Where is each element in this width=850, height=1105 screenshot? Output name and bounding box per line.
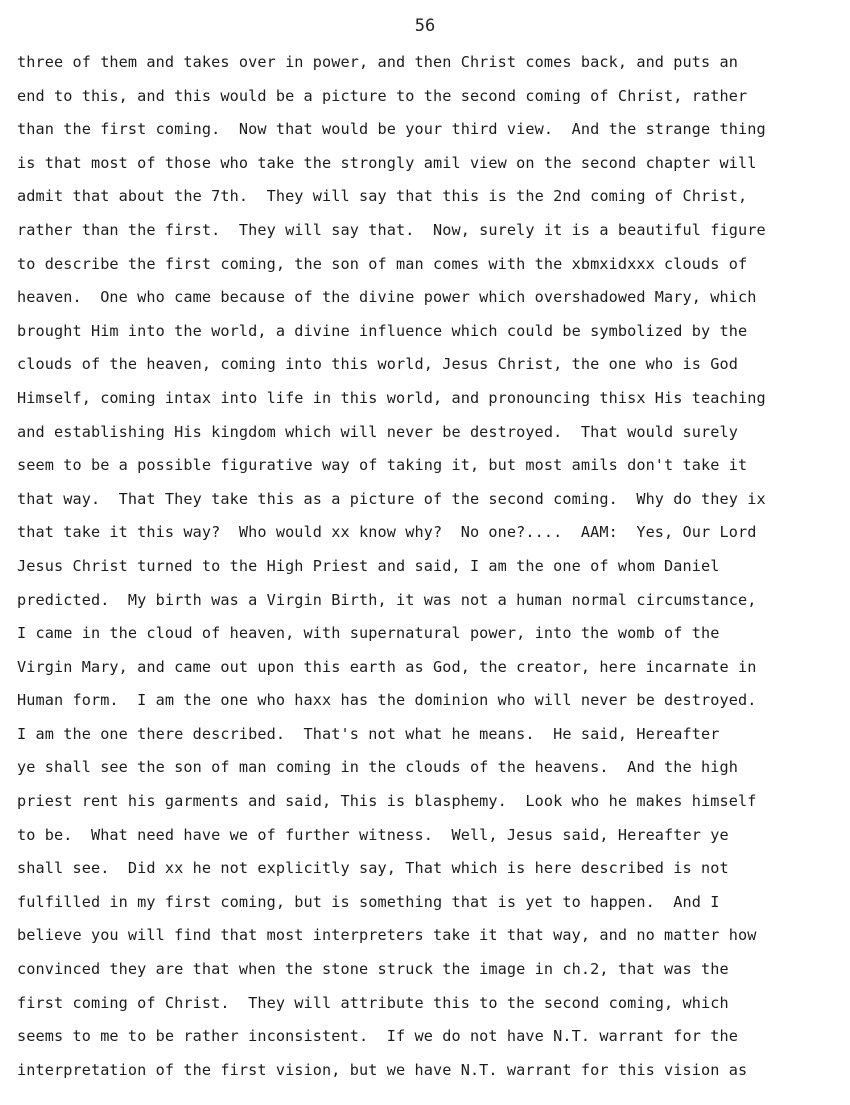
- text-line: I came in the cloud of heaven, with supernatural power, into the womb of the: [17, 624, 720, 643]
- text-line: fulfilled in my first coming, but is something that is yet to happen. And I: [17, 892, 720, 911]
- text-line: three of them and takes over in power, and then Christ comes back, and puts an: [17, 53, 739, 71]
- text-line: end to this, and this would be a picture to the second coming of Christ, rather: [17, 86, 748, 105]
- text-line: Virgin Mary, and came out upon this earth as God, the creator, here incarnate in: [17, 657, 757, 676]
- text-line: predicted. My birth was a Virgin Birth, it was not a human normal circumstance,: [17, 590, 757, 609]
- text-line: heaven. One who came because of the divine power which overshadowed Mary, which: [17, 288, 757, 307]
- text-line: seems to me to be rather inconsistent. If we do not have N.T. warrant for the: [17, 1027, 739, 1046]
- page-number: 56: [414, 16, 436, 36]
- text-line: I am the one there described. That's not what he means. He said, Hereafter: [17, 724, 720, 743]
- text-line: Himself, coming intax into life in this world, and pronouncing thisx His teaching: [17, 388, 766, 407]
- text-line: interpretation of the first vision, but we have N.T. warrant for this vision as: [17, 1060, 748, 1079]
- text-line: to describe the first coming, the son of man comes with the xbmxidxxx clouds of: [17, 254, 748, 273]
- text-line: believe you will find that most interpreters take it that way, and no matter how: [17, 926, 757, 945]
- text-line: Human form. I am the one who haxx has the dominion who will never be destroyed.: [17, 691, 757, 710]
- text-line: shall see. Did xx he not explicitly say, That which is here described is not: [17, 859, 729, 878]
- text-line: priest rent his garments and said, This is blasphemy. Look who he makes himself: [17, 792, 757, 811]
- text-line: Jesus Christ turned to the High Priest and said, I am the one of whom Daniel: [17, 556, 720, 575]
- text-line: brought Him into the world, a divine influence which could be symbolized by the: [17, 321, 748, 340]
- text-line: that way. That They take this as a picture of the second coming. Why do they ix: [17, 489, 766, 508]
- text-line: to be. What need have we of further witness. Well, Jesus said, Hereafter ye: [17, 825, 729, 844]
- text-line: seem to be a possible figurative way of taking it, but most amils don't take it: [17, 456, 748, 475]
- text-line: ye shall see the son of man coming in the clouds of the heavens. And the high: [17, 758, 739, 777]
- text-line: first coming of Christ. They will attribute this to the second coming, which: [17, 993, 729, 1012]
- text-line: admit that about the 7th. They will say that this is the 2nd coming of Christ,: [17, 187, 748, 206]
- text-line: and establishing His kingdom which will never be destroyed. That would surely: [17, 422, 739, 441]
- text-line: convinced they are that when the stone struck the image in ch.2, that was the: [17, 960, 729, 979]
- text-line: rather than the first. They will say that. Now, surely it is a beautiful figure: [17, 220, 766, 239]
- text-line: than the first coming. Now that would be your third view. And the strange thing: [17, 120, 766, 139]
- text-line: clouds of the heaven, coming into this world, Jesus Christ, the one who is God: [17, 355, 739, 374]
- text-line: that take it this way? Who would xx know why? No one?.... AAM: Yes, Our Lord: [17, 523, 757, 542]
- text-line: is that most of those who take the strongly amil view on the second chapter will: [17, 153, 757, 172]
- transcript-body: [17, 48, 837, 1089]
